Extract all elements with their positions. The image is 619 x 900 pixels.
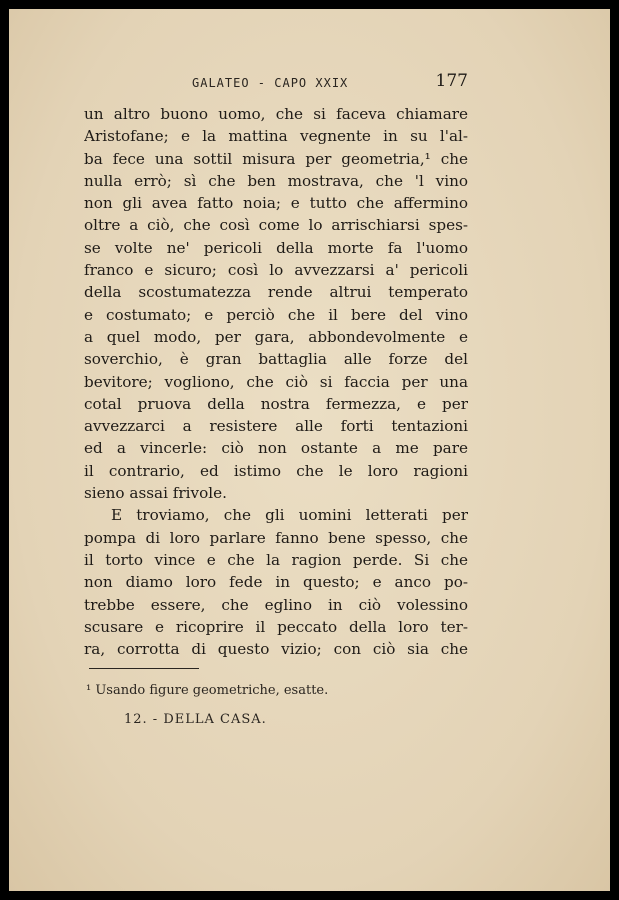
footnote-divider <box>89 668 199 669</box>
text-line: oltre a ciò, che così come lo arrischiarsi spes- <box>84 216 468 235</box>
text-line: trebbe essere, che eglino in ciò volessino <box>84 595 468 614</box>
text-line: pompa di loro parlare fanno bene spesso, che <box>84 528 468 547</box>
text-line: nulla errò; sì che ben mostrava, che 'l vino <box>84 171 468 190</box>
text-line: se volte ne' pericoli della morte fa l'uomo <box>84 238 468 257</box>
body-text <box>84 103 468 660</box>
paragraph-end-line: sieno assai frivole. <box>84 484 227 503</box>
text-line: non diamo loro fede in questo; e anco po- <box>84 573 468 592</box>
running-head <box>84 71 468 97</box>
running-title: GALATEO - CAPO XXIX <box>192 76 349 90</box>
text-line: un altro buono uomo, che si faceva chiamare <box>84 105 468 123</box>
footnote: ¹ Usando figure geometriche, esatte. <box>86 683 329 698</box>
text-line: il torto vince e che la ragion perde. Si che <box>84 550 468 569</box>
text-line: della scostumatezza rende altrui temperato <box>84 283 468 302</box>
text-line: a quel modo, per gara, abbondevolmente e <box>84 327 468 346</box>
text-line: soverchio, è gran battaglia alle forze del <box>84 350 468 369</box>
text-line: bevitore; vogliono, che ciò si faccia per una <box>84 372 468 391</box>
page-number: 177 <box>435 71 468 91</box>
paragraph-first-line: E troviamo, che gli uomini letterati per <box>111 506 468 525</box>
text-line: Aristofane; e la mattina vegnente in su l'al- <box>84 127 468 146</box>
text-line: ba fece una sottil misura per geometria,¹ che <box>84 149 468 168</box>
text-line: ra, corrotta di questo vizio; con ciò sia che <box>84 640 468 659</box>
text-line: ed a vincerle: ciò non ostante a me pare <box>84 439 468 458</box>
text-line: cotal pruova della nostra fermezza, e per <box>84 394 468 413</box>
text-line: il contrario, ed istimo che le loro ragioni <box>84 461 468 480</box>
text-line: franco e sicuro; così lo avvezzarsi a' pericoli <box>84 261 468 280</box>
text-line: avvezzarci a resistere alle forti tentazioni <box>84 417 468 436</box>
printer-signature: 12. - DELLA CASA. <box>124 712 267 727</box>
text-line: scusare e ricoprire il peccato della loro ter- <box>84 617 468 636</box>
text-line: e costumato; e perciò che il bere del vino <box>84 305 468 324</box>
book-page <box>9 9 610 891</box>
text-line: non gli avea fatto noia; e tutto che affermino <box>84 194 468 213</box>
